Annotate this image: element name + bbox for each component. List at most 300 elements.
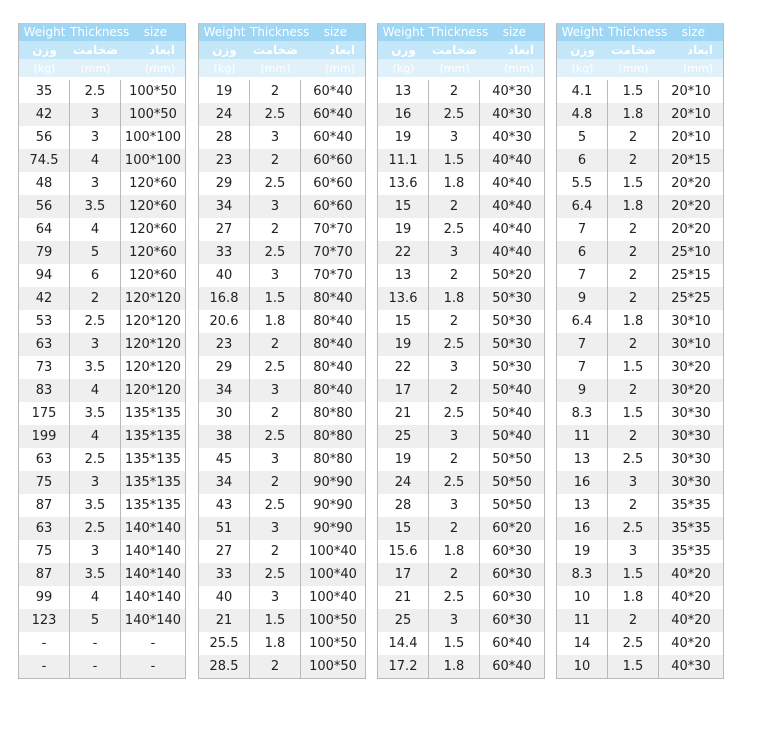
weight-cell: 4.8 <box>557 103 608 126</box>
size-cell: 40*40 <box>492 176 532 191</box>
thickness-cell: 2 <box>250 333 301 356</box>
table-row <box>19 287 185 310</box>
table-row <box>557 287 723 310</box>
size-cell: 40*20 <box>671 567 711 582</box>
thickness-cell: 2 <box>70 287 121 310</box>
size-cell: 50*20 <box>492 268 532 283</box>
table-row <box>19 149 185 172</box>
thickness-cell: 3 <box>250 379 301 402</box>
weight-cell: 6.4 <box>557 195 608 218</box>
table-row <box>199 563 365 586</box>
thickness-cell: 2 <box>429 563 480 586</box>
size-cell: 60*40 <box>313 84 353 99</box>
table-row <box>19 402 185 425</box>
weight-cell: 17 <box>378 563 429 586</box>
size-header-fa: ابعاد <box>686 43 713 57</box>
table-row <box>378 402 544 425</box>
table-row <box>199 310 365 333</box>
size-cell: - <box>150 659 156 674</box>
size-header-fa: ابعاد <box>328 43 355 57</box>
table-row <box>378 379 544 402</box>
size-cell: 80*80 <box>313 452 353 467</box>
table-row <box>557 356 723 379</box>
size-cell: 50*40 <box>492 383 532 398</box>
size-cell: 60*60 <box>313 153 353 168</box>
size-cell: 80*80 <box>313 406 353 421</box>
weight-cell: 63 <box>19 517 70 540</box>
size-header-fa: ابعاد <box>507 43 534 57</box>
thickness-cell: 3 <box>70 471 121 494</box>
weight-cell: 11 <box>557 425 608 448</box>
table-row <box>557 172 723 195</box>
weight-cell: 5.5 <box>557 172 608 195</box>
weight-cell: 22 <box>378 356 429 379</box>
size-cell: 120*120 <box>124 314 182 329</box>
table-row <box>557 402 723 425</box>
thickness-cell: 2 <box>250 218 301 241</box>
thickness-cell: 2 <box>250 471 301 494</box>
weight-cell: 33 <box>199 241 250 264</box>
thickness-cell: 3 <box>250 517 301 540</box>
table-row <box>378 448 544 471</box>
thickness-cell: 2 <box>608 333 659 356</box>
size-cell: 80*40 <box>313 337 353 352</box>
thickness-cell: 1.8 <box>608 103 659 126</box>
weight-cell: 24 <box>378 471 429 494</box>
weight-cell: 24 <box>199 103 250 126</box>
table-row <box>557 333 723 356</box>
table-row <box>19 448 185 471</box>
thickness-cell: 2 <box>250 80 301 103</box>
weight-cell: 13 <box>378 80 429 103</box>
thickness-cell: 2 <box>608 425 659 448</box>
table-row <box>199 586 365 609</box>
size-cell: 140*140 <box>124 567 182 582</box>
table-row <box>557 563 723 586</box>
table-row <box>199 517 365 540</box>
weight-cell: 7 <box>557 264 608 287</box>
size-cell: 80*40 <box>313 360 353 375</box>
table-row <box>199 655 365 678</box>
weight-cell: 27 <box>199 218 250 241</box>
thickness-header-fa: ضخامت <box>611 43 656 57</box>
weight-cell: 22 <box>378 241 429 264</box>
table-row <box>378 540 544 563</box>
size-cell: 120*60 <box>129 245 177 260</box>
weight-header: Weight <box>561 25 604 39</box>
size-cell: 20*10 <box>671 130 711 145</box>
table-row <box>557 379 723 402</box>
table-row <box>378 80 544 103</box>
table-header <box>378 23 544 78</box>
table-row <box>19 333 185 356</box>
table-row <box>557 586 723 609</box>
weight-cell: 7 <box>557 218 608 241</box>
table-row <box>378 356 544 379</box>
size-cell: 100*100 <box>124 130 182 145</box>
thickness-cell: 3 <box>70 540 121 563</box>
table-row <box>378 471 544 494</box>
weight-cell: 8.3 <box>557 563 608 586</box>
weight-cell: 43 <box>199 494 250 517</box>
weight-cell: 38 <box>199 425 250 448</box>
thickness-cell: 3 <box>429 356 480 379</box>
thickness-unit: (mm) <box>618 62 649 75</box>
table-row <box>557 195 723 218</box>
size-cell: 60*40 <box>492 636 532 651</box>
weight-cell: 20.6 <box>199 310 250 333</box>
table-row <box>378 609 544 632</box>
weight-header: Weight <box>203 25 246 39</box>
thickness-cell: 2.5 <box>429 471 480 494</box>
weight-cell: 13 <box>378 264 429 287</box>
size-cell: 100*50 <box>309 613 357 628</box>
thickness-cell: 2 <box>429 264 480 287</box>
weight-cell: 25 <box>378 609 429 632</box>
thickness-cell: 1.8 <box>429 287 480 310</box>
weight-cell: 199 <box>19 425 70 448</box>
table-row <box>199 540 365 563</box>
size-cell: 40*40 <box>492 153 532 168</box>
size-cell: 50*50 <box>492 452 532 467</box>
thickness-cell: 2.5 <box>429 586 480 609</box>
thickness-cell: 1.8 <box>608 310 659 333</box>
thickness-cell: 2.5 <box>608 632 659 655</box>
size-cell: 120*60 <box>129 199 177 214</box>
table-row <box>378 172 544 195</box>
thickness-cell: 4 <box>70 425 121 448</box>
thickness-cell: 2 <box>608 126 659 149</box>
thickness-cell: 1.5 <box>250 287 301 310</box>
thickness-cell: 1.8 <box>250 310 301 333</box>
size-cell: 40*30 <box>492 84 532 99</box>
thickness-cell: 2 <box>250 149 301 172</box>
table-row <box>557 310 723 333</box>
weight-cell: 13.6 <box>378 172 429 195</box>
size-cell: 60*40 <box>313 107 353 122</box>
weight-unit: (kg) <box>33 62 56 75</box>
table-row <box>199 172 365 195</box>
size-cell: 40*40 <box>492 222 532 237</box>
size-cell: 30*30 <box>671 406 711 421</box>
thickness-cell: 1.8 <box>250 632 301 655</box>
size-cell: 135*135 <box>124 498 182 513</box>
thickness-cell: 2.5 <box>70 448 121 471</box>
weight-cell: 34 <box>199 379 250 402</box>
table-row <box>557 149 723 172</box>
weight-cell: 23 <box>199 149 250 172</box>
table-row <box>199 425 365 448</box>
thickness-cell: 1.8 <box>608 586 659 609</box>
weight-cell: 21 <box>378 402 429 425</box>
thickness-cell: 2.5 <box>429 218 480 241</box>
thickness-cell: 4 <box>70 149 121 172</box>
thickness-cell: 3 <box>429 494 480 517</box>
size-cell: 100*50 <box>309 659 357 674</box>
table-row <box>19 632 185 655</box>
size-cell: 60*60 <box>313 199 353 214</box>
thickness-cell: 3.5 <box>70 494 121 517</box>
thickness-cell: 2.5 <box>250 425 301 448</box>
table-row <box>19 471 185 494</box>
table-row <box>557 126 723 149</box>
thickness-cell: 2 <box>608 609 659 632</box>
thickness-cell: 2 <box>608 264 659 287</box>
weight-cell: 16.8 <box>199 287 250 310</box>
thickness-cell: 3 <box>70 333 121 356</box>
size-cell: 80*40 <box>313 291 353 306</box>
table-header <box>557 23 723 78</box>
weight-cell: 42 <box>19 103 70 126</box>
weight-cell: - <box>19 632 70 655</box>
size-cell: 40*40 <box>492 199 532 214</box>
weight-cell: 83 <box>19 379 70 402</box>
table-row <box>378 241 544 264</box>
weight-cell: 19 <box>378 333 429 356</box>
size-cell: 100*50 <box>129 84 177 99</box>
size-cell: 25*15 <box>671 268 711 283</box>
thickness-cell: 2.5 <box>250 356 301 379</box>
table-row <box>378 563 544 586</box>
size-cell: 100*50 <box>129 107 177 122</box>
thickness-cell: 2 <box>429 310 480 333</box>
weight-cell: 27 <box>199 540 250 563</box>
size-cell: 120*120 <box>124 383 182 398</box>
weight-cell: 16 <box>557 471 608 494</box>
table-body <box>557 80 723 678</box>
table-row <box>19 80 185 103</box>
thickness-cell: 2.5 <box>250 241 301 264</box>
size-cell: 90*90 <box>313 521 353 536</box>
size-cell: 50*30 <box>492 291 532 306</box>
size-cell: 100*40 <box>309 567 357 582</box>
thickness-header-fa: ضخامت <box>73 43 118 57</box>
table-row <box>378 655 544 678</box>
size-cell: 60*30 <box>492 590 532 605</box>
size-cell: 20*10 <box>671 84 711 99</box>
table-row <box>199 471 365 494</box>
weight-cell: 75 <box>19 471 70 494</box>
size-cell: 60*40 <box>313 130 353 145</box>
table-row <box>19 655 185 678</box>
size-cell: 100*40 <box>309 544 357 559</box>
size-unit: (mm) <box>144 62 175 75</box>
thickness-cell: 1.5 <box>608 80 659 103</box>
weight-cell: 63 <box>19 448 70 471</box>
weight-cell: 35 <box>19 80 70 103</box>
table-row <box>199 264 365 287</box>
thickness-cell: 3.5 <box>70 356 121 379</box>
thickness-cell: 2 <box>250 402 301 425</box>
table-header <box>199 23 365 78</box>
size-cell: 100*50 <box>309 636 357 651</box>
thickness-cell: 2 <box>250 540 301 563</box>
size-cell: 30*10 <box>671 314 711 329</box>
size-cell: 30*20 <box>671 360 711 375</box>
thickness-cell: 2.5 <box>250 172 301 195</box>
table-row <box>199 494 365 517</box>
size-cell: 135*135 <box>124 475 182 490</box>
size-cell: 140*140 <box>124 521 182 536</box>
table-row <box>199 218 365 241</box>
table-row <box>19 425 185 448</box>
weight-cell: 15 <box>378 310 429 333</box>
size-cell: 20*15 <box>671 153 711 168</box>
weight-cell: 51 <box>199 517 250 540</box>
weight-cell: 45 <box>199 448 250 471</box>
thickness-cell: 3 <box>429 241 480 264</box>
size-header: size <box>681 25 705 39</box>
table-row <box>19 218 185 241</box>
weight-cell: 87 <box>19 494 70 517</box>
table-row <box>19 241 185 264</box>
size-cell: 120*120 <box>124 337 182 352</box>
weight-cell: 13 <box>557 448 608 471</box>
size-cell: 80*40 <box>313 383 353 398</box>
weight-cell: 14 <box>557 632 608 655</box>
weight-cell: 17 <box>378 379 429 402</box>
table-row <box>199 356 365 379</box>
weight-cell: 9 <box>557 379 608 402</box>
size-cell: 40*40 <box>492 245 532 260</box>
size-cell: 50*50 <box>492 475 532 490</box>
weight-cell: 6 <box>557 149 608 172</box>
weight-cell: 48 <box>19 172 70 195</box>
weight-cell: 10 <box>557 586 608 609</box>
size-header-fa: ابعاد <box>148 43 175 57</box>
thickness-cell: 2.5 <box>250 494 301 517</box>
thickness-cell: 3.5 <box>70 402 121 425</box>
weight-header-fa: وزن <box>391 43 416 57</box>
weight-cell: 16 <box>378 103 429 126</box>
table-row <box>19 356 185 379</box>
weight-cell: 19 <box>378 126 429 149</box>
size-cell: 140*140 <box>124 590 182 605</box>
weight-cell: 7 <box>557 333 608 356</box>
size-cell: 120*120 <box>124 360 182 375</box>
table-row <box>557 264 723 287</box>
weight-cell: 17.2 <box>378 655 429 678</box>
thickness-cell: 3 <box>70 103 121 126</box>
size-cell: 80*40 <box>313 314 353 329</box>
table-row <box>557 103 723 126</box>
weight-cell: 19 <box>378 218 429 241</box>
thickness-cell: 2.5 <box>608 448 659 471</box>
thickness-header: Thickness <box>70 25 130 39</box>
weight-cell: 7 <box>557 356 608 379</box>
table-row <box>557 494 723 517</box>
weight-cell: 94 <box>19 264 70 287</box>
weight-cell: 56 <box>19 195 70 218</box>
size-unit: (mm) <box>503 62 534 75</box>
thickness-cell: 2 <box>608 494 659 517</box>
weight-cell: 9 <box>557 287 608 310</box>
table-row <box>557 218 723 241</box>
size-header: size <box>323 25 347 39</box>
weight-cell: 16 <box>557 517 608 540</box>
weight-cell: 40 <box>199 586 250 609</box>
weight-cell: 28 <box>378 494 429 517</box>
size-cell: 70*70 <box>313 222 353 237</box>
table-row <box>19 264 185 287</box>
table-1 <box>18 23 186 679</box>
size-cell: 135*135 <box>124 406 182 421</box>
weight-cell: 29 <box>199 172 250 195</box>
weight-header-fa: وزن <box>212 43 237 57</box>
thickness-cell: 3 <box>429 425 480 448</box>
thickness-cell: 1.8 <box>608 195 659 218</box>
weight-cell: 25.5 <box>199 632 250 655</box>
table-row <box>199 287 365 310</box>
weight-cell: 28 <box>199 126 250 149</box>
size-cell: 60*60 <box>313 176 353 191</box>
weight-cell: 63 <box>19 333 70 356</box>
thickness-cell: 3 <box>70 172 121 195</box>
thickness-unit: (mm) <box>260 62 291 75</box>
weight-cell: 6 <box>557 241 608 264</box>
thickness-cell: 3 <box>608 471 659 494</box>
table-row <box>199 333 365 356</box>
thickness-cell: 1.8 <box>429 655 480 678</box>
table-row <box>378 310 544 333</box>
size-header: size <box>143 25 167 39</box>
thickness-header: Thickness <box>250 25 310 39</box>
table-row <box>19 517 185 540</box>
size-cell: 120*60 <box>129 268 177 283</box>
table-row <box>199 126 365 149</box>
weight-cell: 40 <box>199 264 250 287</box>
thickness-cell: 2 <box>608 287 659 310</box>
size-cell: 40*30 <box>492 130 532 145</box>
weight-cell: 42 <box>19 287 70 310</box>
table-row <box>378 195 544 218</box>
thickness-cell: 6 <box>70 264 121 287</box>
table-row <box>19 379 185 402</box>
thickness-cell: 1.5 <box>608 172 659 195</box>
table-row <box>378 517 544 540</box>
size-cell: 140*140 <box>124 544 182 559</box>
thickness-cell: 2.5 <box>429 333 480 356</box>
thickness-cell: 1.5 <box>429 149 480 172</box>
thickness-cell: 3 <box>250 448 301 471</box>
weight-cell: 73 <box>19 356 70 379</box>
size-cell: 120*60 <box>129 222 177 237</box>
table-row <box>199 149 365 172</box>
size-cell: 25*25 <box>671 291 711 306</box>
size-cell: 30*30 <box>671 452 711 467</box>
thickness-cell: 2 <box>429 80 480 103</box>
thickness-cell: 2 <box>608 149 659 172</box>
size-cell: 50*50 <box>492 498 532 513</box>
weight-cell: 34 <box>199 195 250 218</box>
thickness-cell: - <box>70 655 121 678</box>
size-cell: 70*70 <box>313 245 353 260</box>
weight-cell: 5 <box>557 126 608 149</box>
thickness-cell: 3 <box>429 126 480 149</box>
table-row <box>199 402 365 425</box>
table-body <box>378 80 544 678</box>
table-row <box>199 379 365 402</box>
thickness-cell: 3 <box>608 540 659 563</box>
size-cell: 40*20 <box>671 636 711 651</box>
weight-cell: 33 <box>199 563 250 586</box>
weight-cell: 25 <box>378 425 429 448</box>
thickness-cell: 3.5 <box>70 563 121 586</box>
thickness-cell: 2.5 <box>429 103 480 126</box>
size-cell: 120*60 <box>129 176 177 191</box>
weight-cell: - <box>19 655 70 678</box>
thickness-cell: 5 <box>70 241 121 264</box>
